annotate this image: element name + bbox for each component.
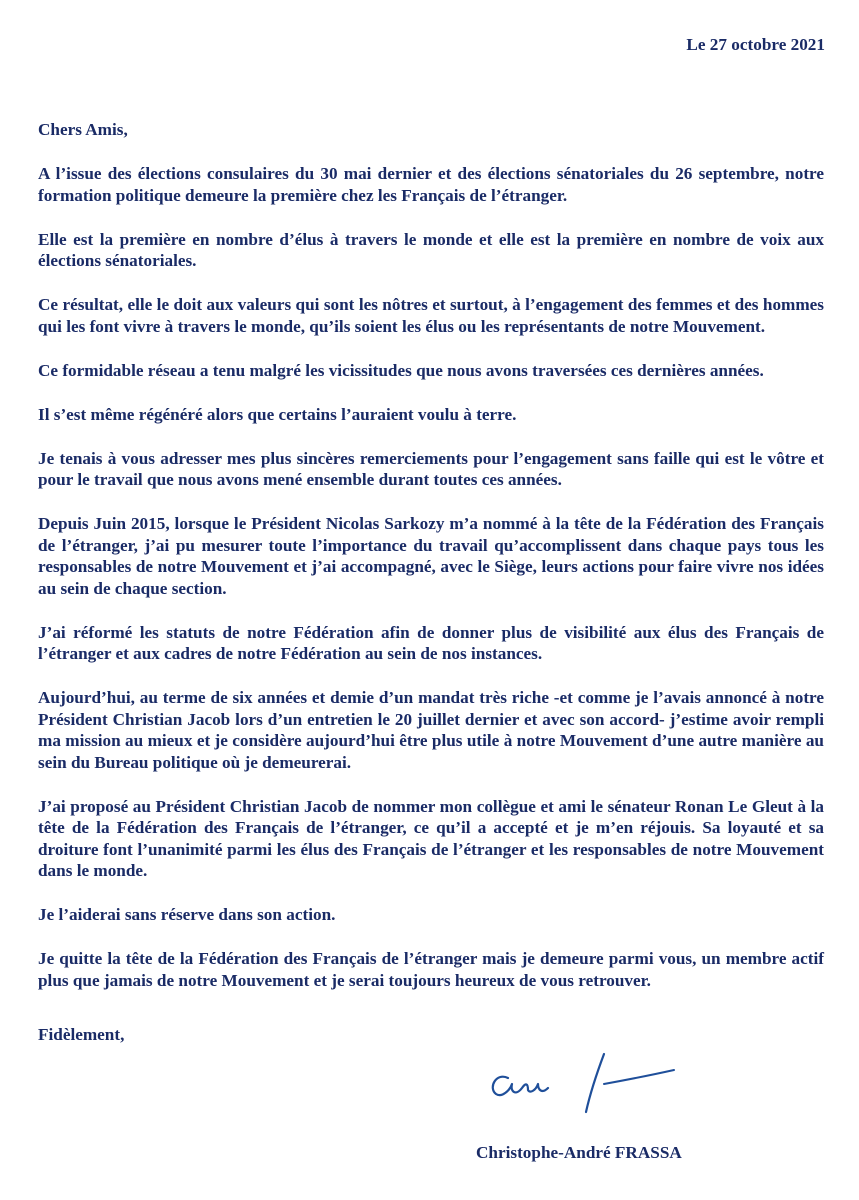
paragraph: Aujourd’hui, au terme de six années et demie d’un mandat très riche -et comme je l’avais annoncé à notre Président Christian Jacob lors d’un entretien le 20 juillet dernier et avec son accord- j’estime avoir rempli ma mission au mieux et je considère aujourd’hui être plus utile à notre Mouvement d’une autre manière au sein du Bureau politique où je demeurerai. [38, 688, 824, 772]
letter-date: Le 27 octobre 2021 [686, 35, 825, 54]
paragraph: J’ai proposé au Président Christian Jacob de nommer mon collègue et ami le sénateur Ronan Le Gleut à la tête de la Fédération des Français de l’étranger, ce qu’il a accepté et je m’en réjouis. Sa loyauté et sa droiture font l’unanimité parmi les élus des Français de l’étranger et les responsables de notre Mouvement dans le monde. [38, 796, 824, 880]
letter-body [38, 163, 824, 1014]
paragraph: A l’issue des élections consulaires du 30 mai dernier et des élections sénatoriales du 26 septembre, notre formation politique demeure la première chez les Français de l’étranger. [38, 164, 824, 205]
paragraph: Je l’aiderai sans réserve dans son action. [38, 905, 336, 924]
closing: Fidèlement, [38, 1025, 125, 1044]
handwritten-signature [486, 1050, 676, 1114]
greeting: Chers Amis, [38, 120, 128, 139]
paragraph: J’ai réformé les statuts de notre Fédération afin de donner plus de visibilité aux élus des Français de l’étranger et aux cadres de notre Fédération au sein de nos instances. [38, 622, 824, 663]
paragraph: Ce résultat, elle le doit aux valeurs qui sont les nôtres et surtout, à l’engagement des femmes et des hommes qui les font vivre à travers le monde, qu’ils soient les élus ou les représentants de notre Mouvement. [38, 295, 824, 336]
paragraph: Depuis Juin 2015, lorsque le Président Nicolas Sarkozy m’a nommé à la tête de la Fédération des Français de l’étranger, j’ai pu mesurer toute l’importance du travail qu’accomplissent dans chaque pays tous les responsables de notre Mouvement et j’ai accompagné, avec le Siège, leurs actions pour faire vivre nos idées au sein de chaque section. [38, 514, 824, 598]
paragraph: Ce formidable réseau a tenu malgré les vicissitudes que nous avons traversées ces dernières années. [38, 360, 764, 380]
paragraph: Je tenais à vous adresser mes plus sincères remerciements pour l’engagement sans faille qui est le vôtre et pour le travail que nous avons mené ensemble durant toutes ces années. [38, 448, 824, 489]
paragraph: Elle est la première en nombre d’élus à travers le monde et elle est la première en nombre de voix aux élections sénatoriales. [38, 229, 824, 270]
paragraph: Il s’est même régénéré alors que certains l’auraient voulu à terre. [38, 404, 517, 424]
paragraph: Je quitte la tête de la Fédération des Français de l’étranger mais je demeure parmi vous, un membre actif plus que jamais de notre Mouvement et je serai toujours heureux de vous retrouver. [38, 949, 824, 990]
signer-name: Christophe-André FRASSA [476, 1143, 682, 1162]
